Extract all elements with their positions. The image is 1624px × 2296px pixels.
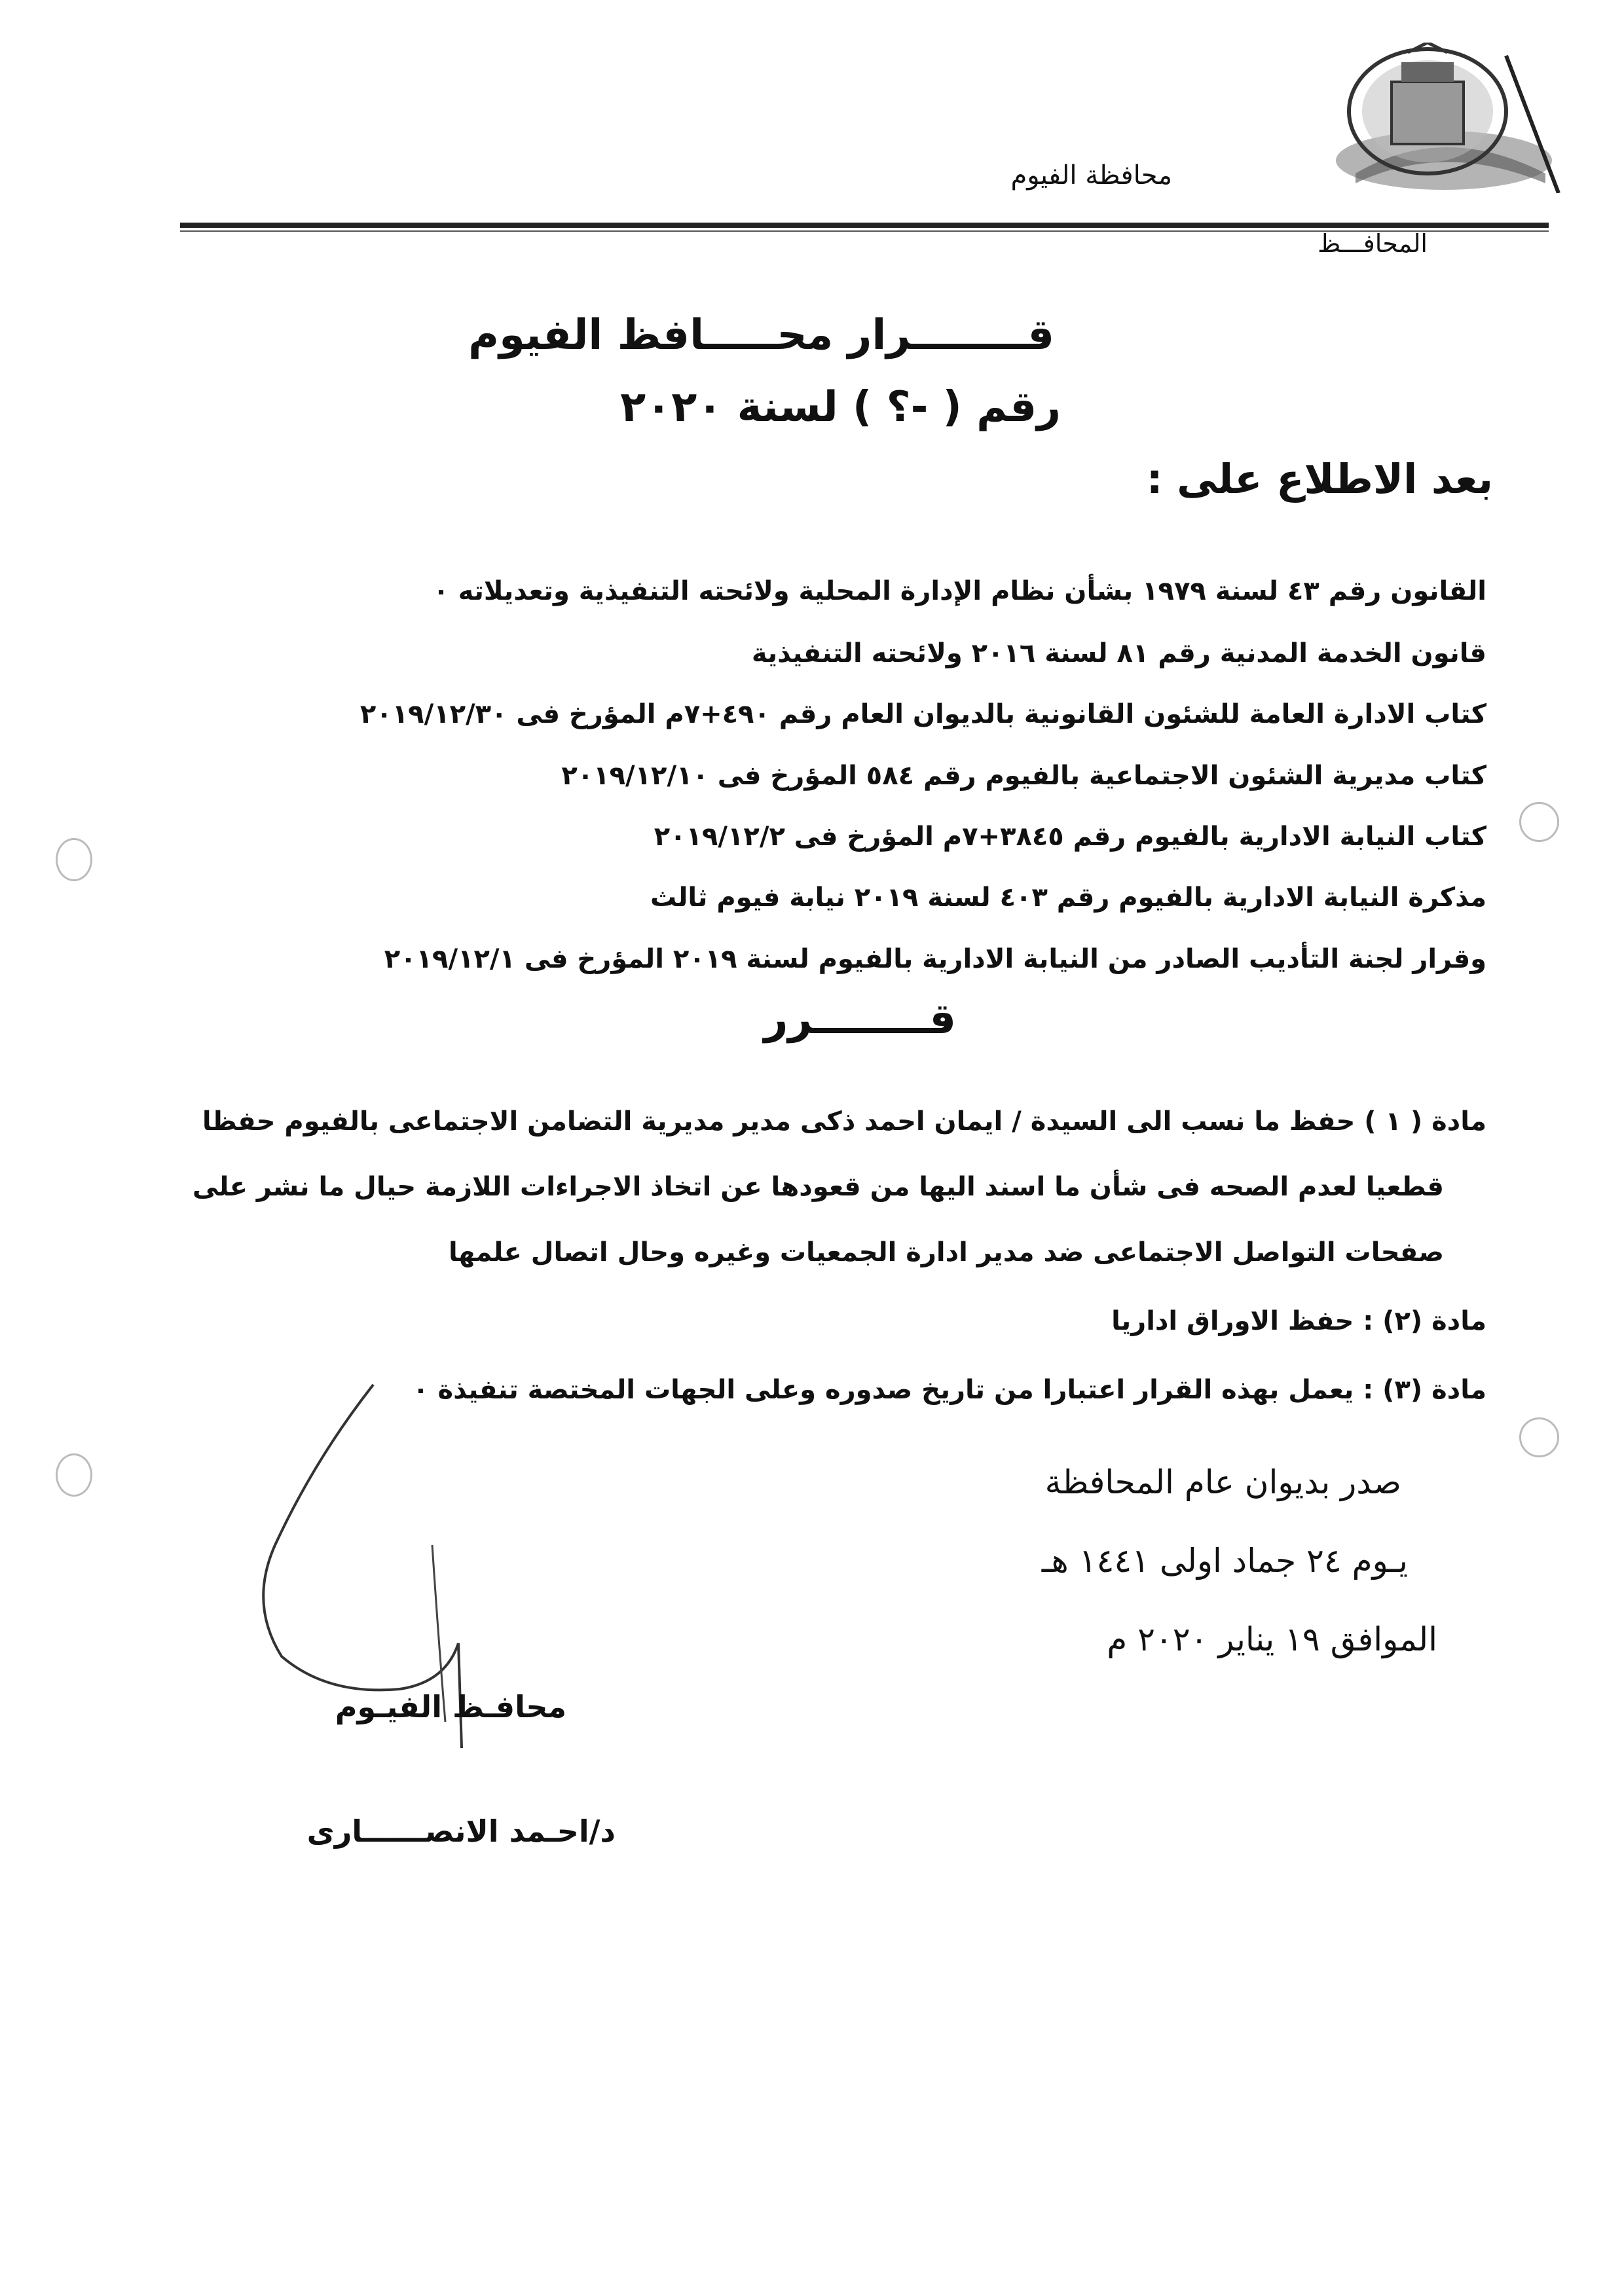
reference-item: وقرار لجنة التأديب الصادر من النيابة الادارية بالفيوم لسنة ٢٠١٩ المؤرخ فى ٢٠١٩/١٢/١: [384, 944, 1486, 974]
decree-title: قــــــــرار محـــــافظ الفيوم: [468, 311, 1054, 359]
decree-number: رقم ( -؟ ) لسنة ٢٠٢٠: [620, 383, 1061, 431]
reference-item: مذكرة النيابة الادارية بالفيوم رقم ٤٠٣ لسنة ٢٠١٩ نيابة فيوم ثالث: [650, 883, 1486, 913]
article-1-line-2: قطعيا لعدم الصحه فى شأن ما اسند اليها من قعودها عن اتخاذ الاجراءات اللازمة حيال ما نشر على: [192, 1172, 1444, 1202]
governor-label: المحافـــظ: [1318, 229, 1428, 258]
punch-hole: [56, 1453, 92, 1497]
article-2: مادة (٢) : حفظ الاوراق اداريا: [1111, 1306, 1486, 1336]
punch-hole: [1519, 1417, 1559, 1457]
reference-item: كتاب مديرية الشئون الاجتماعية بالفيوم رقم ٥٨٤ المؤرخ فى ٢٠١٩/١٢/١٠: [561, 761, 1486, 791]
signature-name: د/احـمد الانصــــــارى: [306, 1813, 616, 1849]
issued-hijri-date: يـوم ٢٤ جماد اولى ١٤٤١ هـ: [1041, 1542, 1408, 1580]
governorate-name: محافظة الفيوم: [1010, 160, 1172, 191]
reference-item: كتاب النيابة الادارية بالفيوم رقم ٣٨٤٥+٧م المؤرخ فى ٢٠١٩/١٢/٢: [654, 822, 1486, 852]
article-3: مادة (٣) : يعمل بهذه القرار اعتبارا من تاريخ صدوره وعلى الجهات المختصة تنفيذة ٠: [413, 1375, 1486, 1405]
governorate-emblem: [1329, 43, 1578, 193]
issued-place: صدر بديوان عام المحافظة: [1044, 1463, 1401, 1501]
after-review-heading: بعد الاطلاع على :: [1146, 455, 1493, 503]
article-1-line-3: صفحات التواصل الاجتماعى ضد مدير ادارة الجمعيات وغيره وحال اتصال علمها: [448, 1237, 1444, 1267]
header-rule: [180, 223, 1549, 228]
punch-hole: [1519, 802, 1559, 842]
reference-item: القانون رقم ٤٣ لسنة ١٩٧٩ بشأن نظام الإدارة المحلية ولائحته التنفيذية وتعديلاته ٠: [433, 576, 1486, 606]
article-1-line-1: مادة ( ١ ) حفظ ما نسب الى السيدة / ايمان احمد ذكى مدير مديرية التضامن الاجتماعى بالفيوم حفظا: [202, 1106, 1486, 1137]
reference-item: كتاب الادارة العامة للشئون القانونية بالديوان العام رقم ٤٩٠+٧م المؤرخ فى ٢٠١٩/١٢/٣٠: [360, 699, 1486, 729]
decision-heading: قــــــــرر: [764, 995, 956, 1044]
reference-item: قانون الخدمة المدنية رقم ٨١ لسنة ٢٠١٦ ولائحته التنفيذية: [751, 638, 1486, 668]
issued-gregorian-date: الموافق ١٩ يناير ٢٠٢٠ م: [1107, 1620, 1437, 1658]
signature-title: محافـظ الفيـوم: [335, 1689, 566, 1724]
punch-hole: [56, 838, 92, 881]
